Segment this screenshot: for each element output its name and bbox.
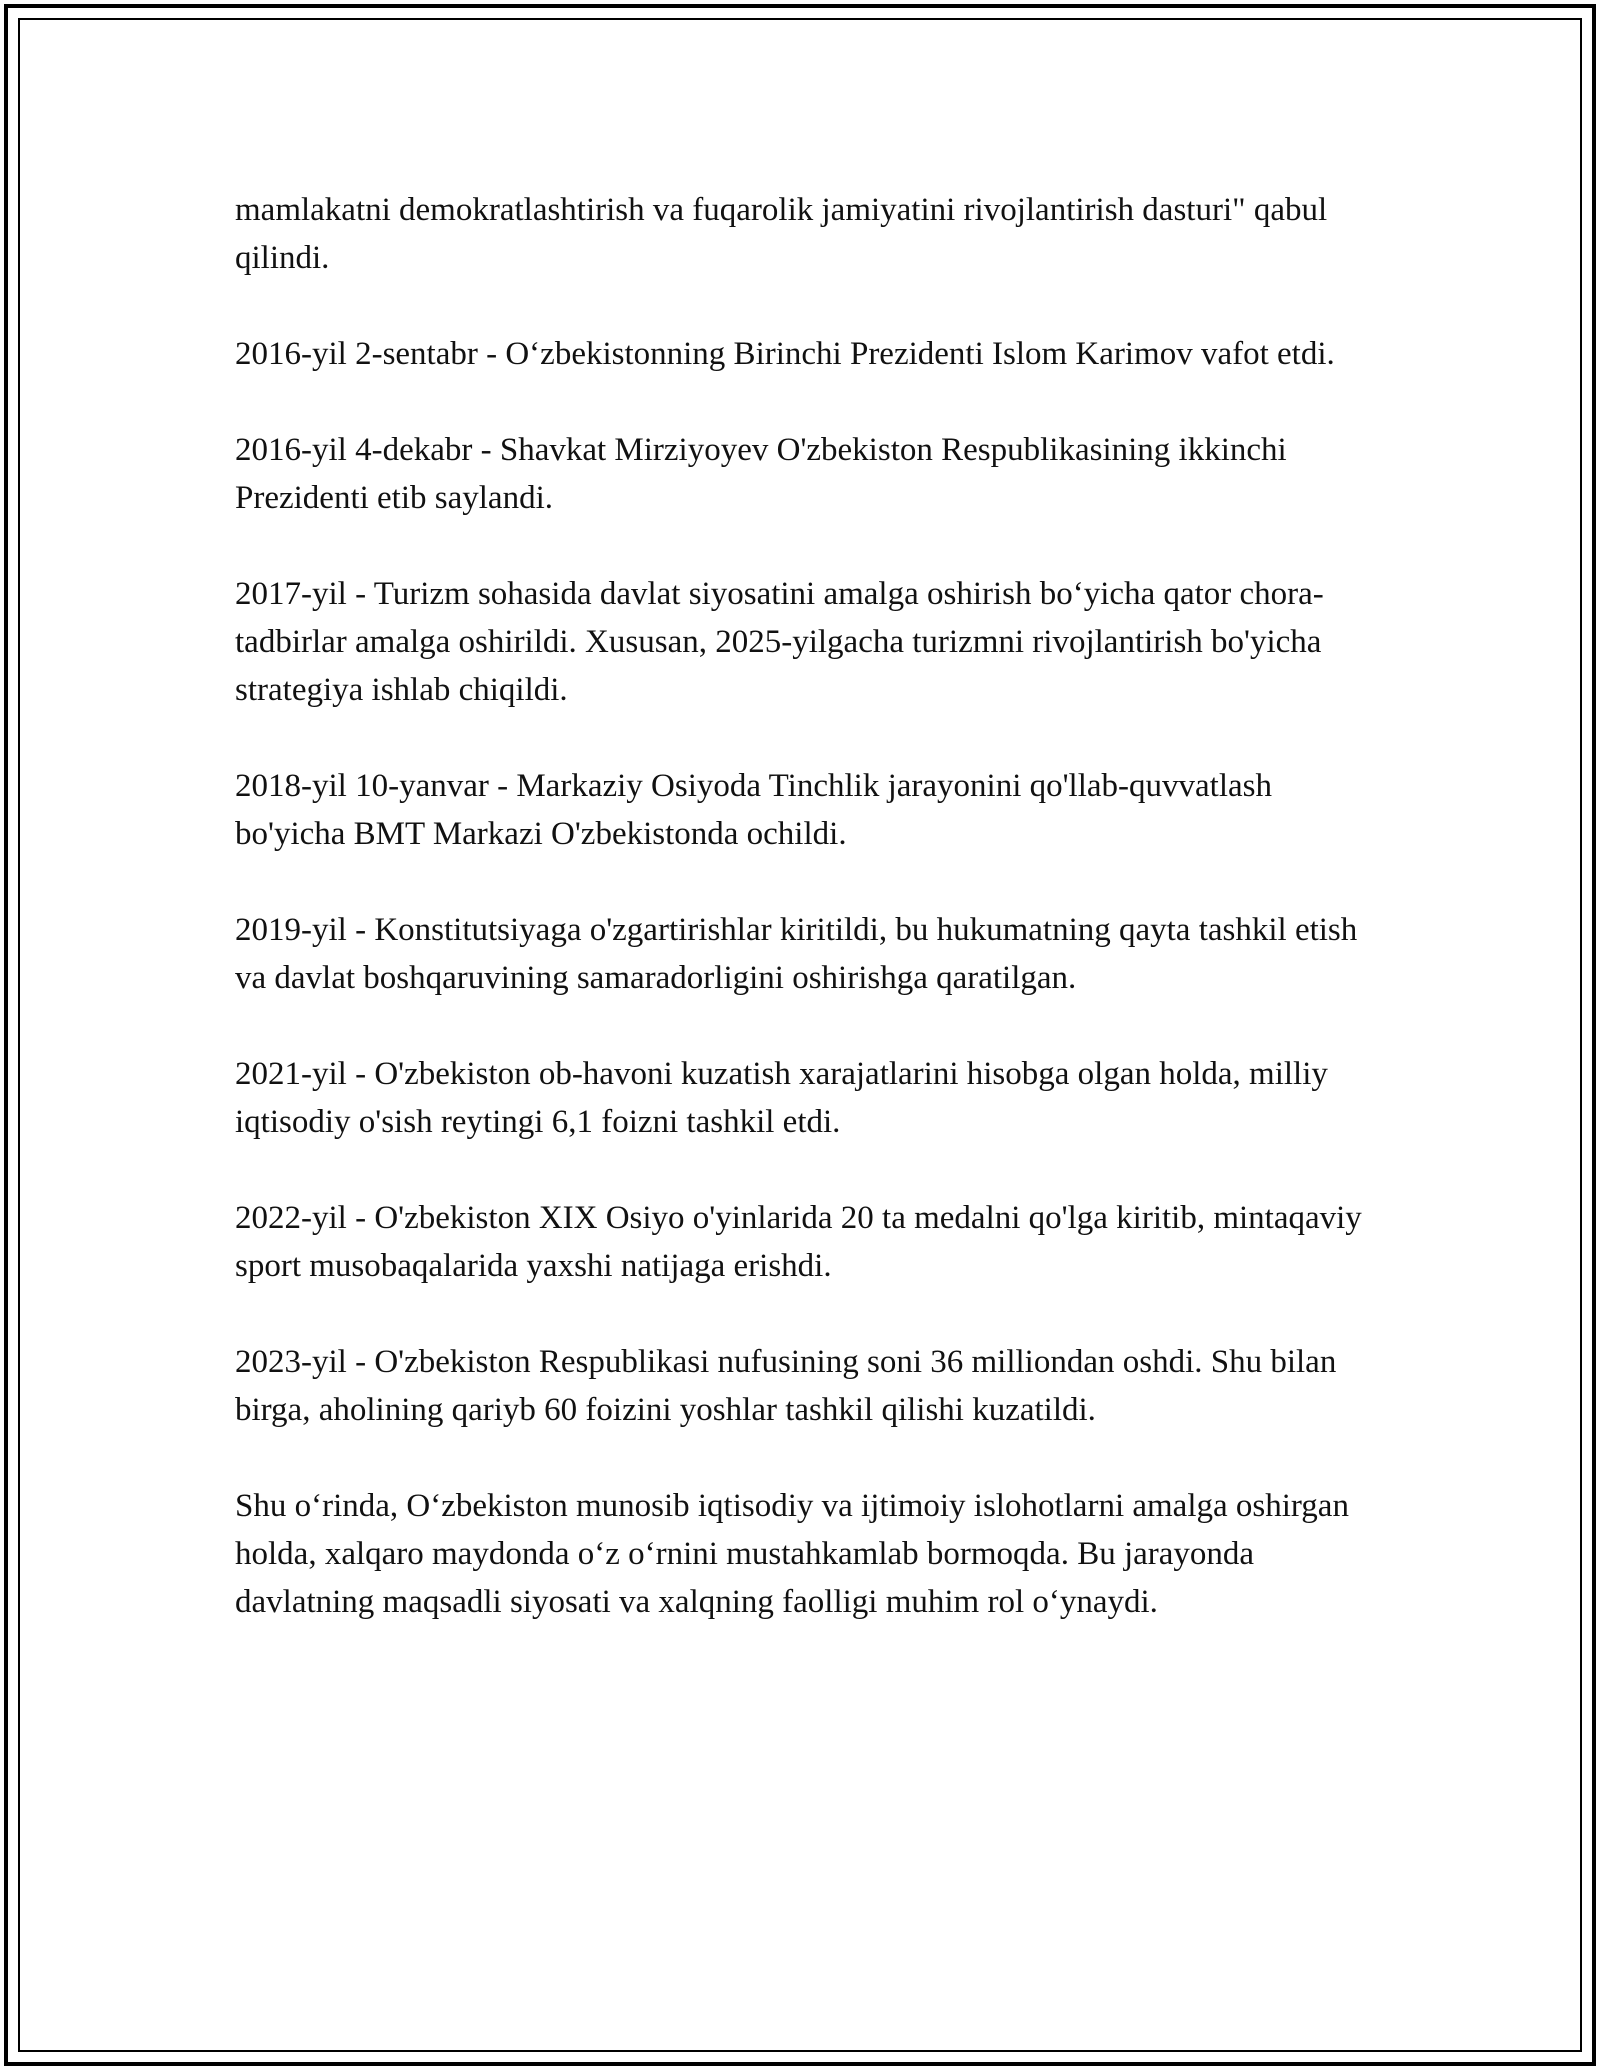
paragraph-2023: 2023-yil - O'zbekiston Respublikasi nufusining soni 36 milliondan oshdi. Shu bilan birga, aholining qariyb 60 foizini yoshlar tashkil qilishi kuzatildi. <box>235 1344 1337 1428</box>
paragraph-2018: 2018-yil 10-yanvar - Markaziy Osiyoda Tinchlik jarayonini qo'llab-quvvatlash bo'yicha BMT Markazi O'zbekistonda ochildi. <box>235 768 1273 852</box>
paragraph-2021: 2021-yil - O'zbekiston ob-havoni kuzatish xarajatlarini hisobga olgan holda, milliy iqtisodiy o'sish reytingi 6,1 foizni tashkil etdi. <box>235 1056 1328 1140</box>
paragraph-continuation: mamlakatni demokratlashtirish va fuqarolik jamiyatini rivojlantirish dasturi" qabul qilindi. <box>235 192 1328 276</box>
document-body <box>235 186 1375 1626</box>
paragraph-2017: 2017-yil - Turizm sohasida davlat siyosatini amalga oshirish bo‘yicha qator chora-tadbirlar amalga oshirildi. Xususan, 2025-yilgacha turizmni rivojlantirish bo'yicha strategiya ishlab chiqildi. <box>235 576 1324 708</box>
paragraph-2016-december: 2016-yil 4-dekabr - Shavkat Mirziyoyev O'zbekiston Respublikasining ikkinchi Prezidenti etib saylandi. <box>235 432 1287 516</box>
paragraph-2016-september: 2016-yil 2-sentabr - O‘zbekistonning Birinchi Prezidenti Islom Karimov vafot etdi. <box>235 336 1335 372</box>
paragraph-2019: 2019-yil - Konstitutsiyaga o'zgartirishlar kiritildi, bu hukumatning qayta tashkil etish va davlat boshqaruvining samaradorligini oshirishga qaratilgan. <box>235 912 1358 996</box>
paragraph-2022: 2022-yil - O'zbekiston XIX Osiyo o'yinlarida 20 ta medalni qo'lga kiritib, mintaqaviy sport musobaqalarida yaxshi natijaga erishdi. <box>235 1200 1362 1284</box>
paragraph-conclusion: Shu o‘rinda, O‘zbekiston munosib iqtisodiy va ijtimoiy islohotlarni amalga oshirgan holda, xalqaro maydonda o‘z o‘rnini mustahkamlab bormoqda. Bu jarayonda davlatning maqsadli siyosati va xalqning faolligi muhim rol o‘ynaydi. <box>235 1488 1349 1620</box>
